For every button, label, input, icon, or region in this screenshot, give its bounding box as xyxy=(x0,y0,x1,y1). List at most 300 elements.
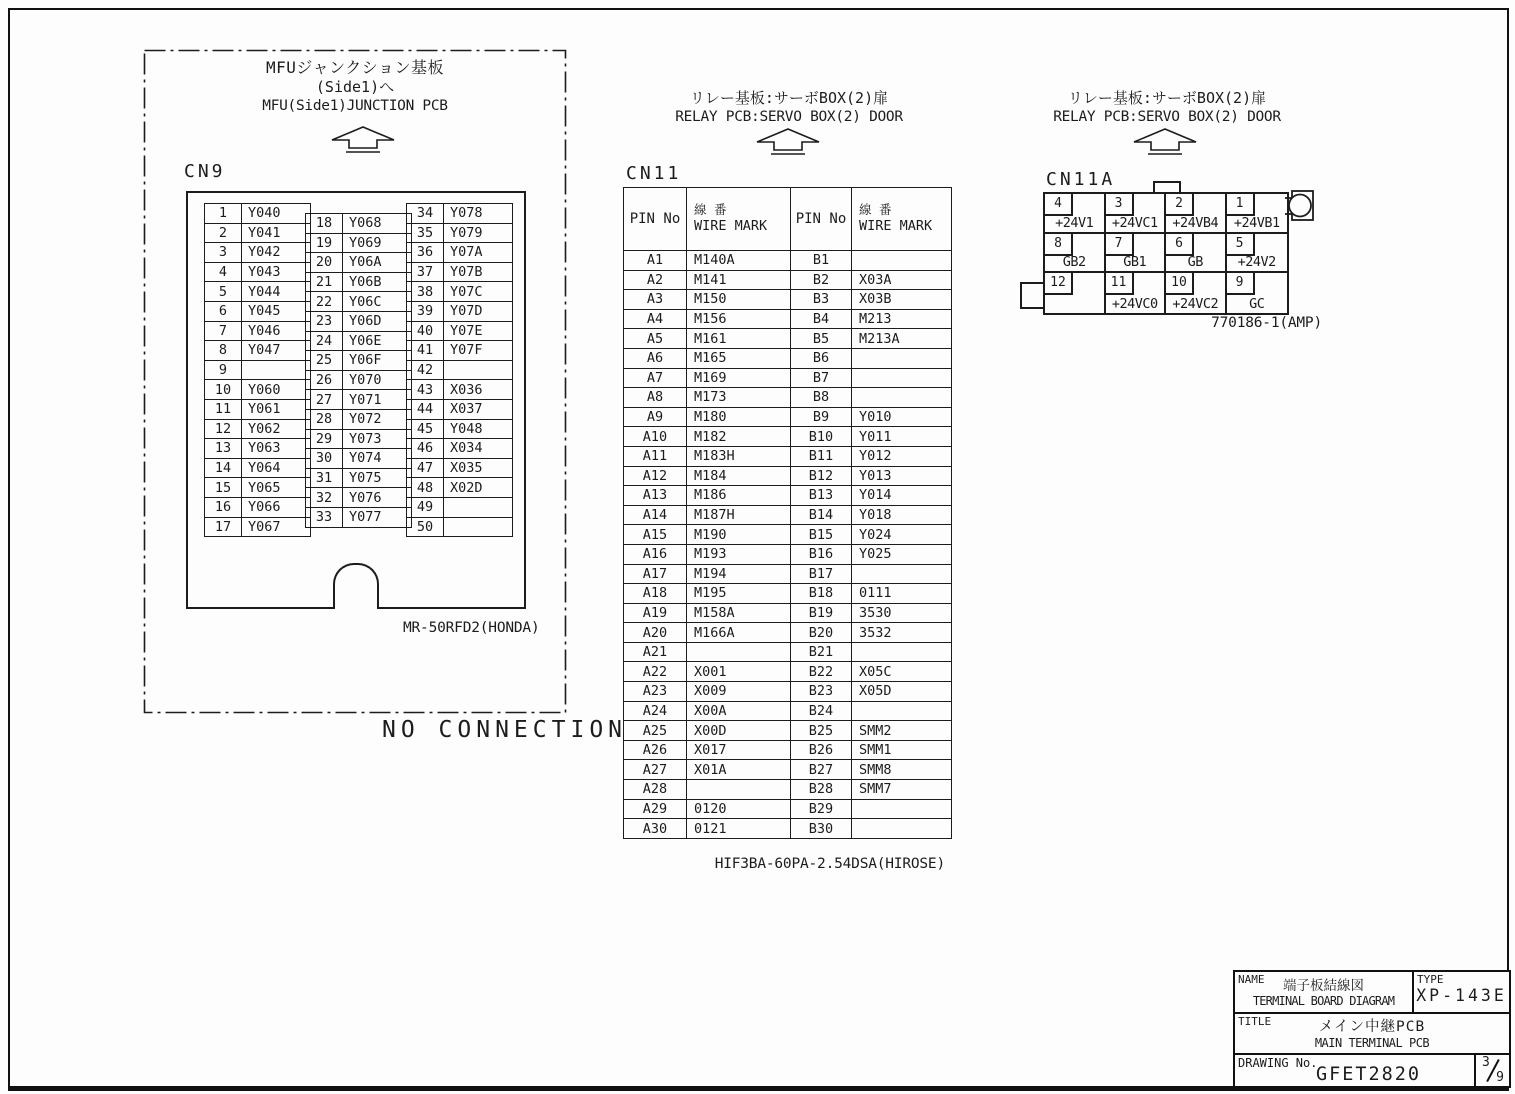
wire-mark-cell: Y040 xyxy=(242,204,311,224)
cn11a-contact-cell xyxy=(1227,194,1288,234)
mark-a-cell: M184 xyxy=(687,466,791,486)
mark-a-cell: M161 xyxy=(687,329,791,349)
wire-mark-cell: Y06F xyxy=(343,351,412,371)
mark-b-cell: 3532 xyxy=(852,623,952,643)
contact-pin-number: 12 xyxy=(1045,273,1073,295)
mark-a-cell: M180 xyxy=(687,407,791,427)
pin-row xyxy=(407,458,513,478)
pin-row xyxy=(306,292,412,312)
pin-b-cell: B25 xyxy=(791,721,852,741)
wire-mark-cell: Y076 xyxy=(343,488,412,508)
pin-b-cell: B2 xyxy=(791,270,852,290)
pin-number-cell: 38 xyxy=(407,282,444,302)
wire-mark-cell: Y070 xyxy=(343,370,412,390)
contact-pin-number: 2 xyxy=(1166,194,1194,216)
wire-mark-cell: Y061 xyxy=(242,399,311,419)
pin-b-cell: B5 xyxy=(791,329,852,349)
pin-a-cell: A4 xyxy=(624,309,687,329)
wire-table-row xyxy=(624,348,952,368)
mark-a-cell: M140A xyxy=(687,251,791,271)
pin-a-cell: A28 xyxy=(624,780,687,800)
wire-mark-cell: X037 xyxy=(444,399,513,419)
mark-a-cell: M150 xyxy=(687,290,791,310)
wire-table-row xyxy=(624,251,952,271)
pin-b-cell: B20 xyxy=(791,623,852,643)
pin-number-cell: 44 xyxy=(407,399,444,419)
wire-table-row xyxy=(624,701,952,721)
cn11a-contact-cell xyxy=(1166,234,1227,274)
pin-row xyxy=(306,449,412,469)
mark-a-cell: M166A xyxy=(687,623,791,643)
pin-number-cell: 32 xyxy=(306,488,343,508)
pin-row xyxy=(407,262,513,282)
wire-mark-cell: Y073 xyxy=(343,429,412,449)
cn9-dest-jp2: (Side1)へ xyxy=(315,78,395,96)
wire-mark-cell: Y067 xyxy=(242,517,311,537)
pin-number-cell: 29 xyxy=(306,429,343,449)
sheet-number-cell xyxy=(1476,1055,1509,1086)
wire-mark-cell: Y07C xyxy=(444,282,513,302)
pin-number-cell: 13 xyxy=(205,439,242,459)
pin-a-cell: A8 xyxy=(624,388,687,408)
pin-number-cell: 10 xyxy=(205,380,242,400)
title-cell xyxy=(1235,1014,1509,1055)
contact-pin-number: 9 xyxy=(1227,273,1255,295)
pin-number-cell: 43 xyxy=(407,380,444,400)
wire-table-row xyxy=(624,466,952,486)
mark-b-cell xyxy=(852,819,952,839)
pin-number-cell: 20 xyxy=(306,253,343,273)
wire-mark-cell: Y048 xyxy=(444,419,513,439)
pin-a-cell: A14 xyxy=(624,505,687,525)
wire-table-row xyxy=(624,270,952,290)
pin-b-cell: B11 xyxy=(791,446,852,466)
pin-number-cell: 9 xyxy=(205,360,242,380)
pin-number-cell: 23 xyxy=(306,311,343,331)
pin-number-cell: 24 xyxy=(306,331,343,351)
pin-row xyxy=(407,497,513,517)
name-cell xyxy=(1235,972,1414,1012)
sheet-current: 3 xyxy=(1482,1055,1490,1070)
wire-mark-cell: Y06D xyxy=(343,311,412,331)
mark-b-cell: X05C xyxy=(852,662,952,682)
pin-number-cell: 1 xyxy=(205,204,242,224)
pin-row xyxy=(205,262,311,282)
wire-table-row xyxy=(624,407,952,427)
pin-row xyxy=(205,517,311,537)
cn11a-label: CN11A xyxy=(1046,169,1116,190)
pin-a-cell: A13 xyxy=(624,486,687,506)
cn11a-dest-jp: リレー基板:サーボBOX(2)扉 xyxy=(1067,89,1267,107)
contact-signal-name: +24VB1 xyxy=(1233,214,1280,231)
wire-table-row xyxy=(624,623,952,643)
mark-b-cell xyxy=(852,251,952,271)
wire-mark-cell: Y068 xyxy=(343,214,412,234)
mark-a-cell: M194 xyxy=(687,564,791,584)
pin-row xyxy=(205,478,311,498)
cn9-polarizing-notch xyxy=(333,563,379,609)
wire-table-row xyxy=(624,446,952,466)
pin-b-cell: B12 xyxy=(791,466,852,486)
pin-row xyxy=(205,419,311,439)
wire-mark-cell: Y063 xyxy=(242,439,311,459)
wire-mark-cell: Y046 xyxy=(242,321,311,341)
pin-a-cell: A21 xyxy=(624,642,687,662)
contact-pin-number: 11 xyxy=(1106,273,1134,295)
mark-b-cell xyxy=(852,799,952,819)
pin-row xyxy=(205,282,311,302)
pin-b-cell: B8 xyxy=(791,388,852,408)
pin-row xyxy=(205,360,311,380)
cn11a-contact-cell xyxy=(1045,194,1106,234)
wire-table-row xyxy=(624,290,952,310)
wire-mark-cell: Y066 xyxy=(242,497,311,517)
mark-a-cell: M190 xyxy=(687,525,791,545)
wire-mark-cell: Y042 xyxy=(242,243,311,263)
mark-a-cell: M156 xyxy=(687,309,791,329)
wire-table-row xyxy=(624,642,952,662)
pin-number-cell: 25 xyxy=(306,351,343,371)
pin-a-cell: A18 xyxy=(624,584,687,604)
wire-mark-cell: Y07A xyxy=(444,243,513,263)
mark-b-cell: X03B xyxy=(852,290,952,310)
pin-row xyxy=(306,370,412,390)
pin-b-cell: B18 xyxy=(791,584,852,604)
cn11a-contact-cell xyxy=(1227,273,1288,313)
wire-table-row xyxy=(624,740,952,760)
wire-table-row xyxy=(624,329,952,349)
pin-number-cell: 39 xyxy=(407,301,444,321)
mark-a-cell: X00A xyxy=(687,701,791,721)
drawing-number-cell xyxy=(1235,1055,1476,1086)
mark-b-cell: 3530 xyxy=(852,603,952,623)
title-block-drawing-row xyxy=(1235,1055,1509,1086)
pin-number-cell: 35 xyxy=(407,223,444,243)
pin-number-cell: 21 xyxy=(306,272,343,292)
pin-number-cell: 22 xyxy=(306,292,343,312)
pin-row xyxy=(205,380,311,400)
pin-a-cell: A3 xyxy=(624,290,687,310)
wire-mark-cell: Y074 xyxy=(343,449,412,469)
pin-row xyxy=(306,390,412,410)
pin-number-cell: 33 xyxy=(306,507,343,527)
pin-number-cell: 4 xyxy=(205,262,242,282)
pin-a-cell: A17 xyxy=(624,564,687,584)
pin-row xyxy=(407,204,513,224)
mark-b-cell: SMM8 xyxy=(852,760,952,780)
pin-a-cell: A9 xyxy=(624,407,687,427)
pin-a-cell: A15 xyxy=(624,525,687,545)
mark-a-cell: X009 xyxy=(687,682,791,702)
pin-b-cell: B14 xyxy=(791,505,852,525)
mark-b-cell: M213A xyxy=(852,329,952,349)
pin-b-cell: B16 xyxy=(791,544,852,564)
contact-signal-name: +24V2 xyxy=(1237,254,1276,271)
title-en: MAIN TERMINAL PCB xyxy=(1314,1036,1430,1050)
pin-number-cell: 34 xyxy=(407,204,444,224)
pin-number-cell: 17 xyxy=(205,517,242,537)
pin-number-cell: 37 xyxy=(407,262,444,282)
pin-b-cell: B13 xyxy=(791,486,852,506)
pin-number-cell: 2 xyxy=(205,223,242,243)
pin-row xyxy=(407,243,513,263)
pin-a-cell: A30 xyxy=(624,819,687,839)
pin-number-cell: 41 xyxy=(407,341,444,361)
pin-row xyxy=(306,331,412,351)
cn9-pin-table-2 xyxy=(305,213,412,528)
contact-pin-number: 6 xyxy=(1166,234,1194,256)
pin-row xyxy=(306,233,412,253)
cn11a-part-number: 770186-1(AMP) xyxy=(1211,315,1322,331)
pin-row xyxy=(306,429,412,449)
pin-number-cell: 7 xyxy=(205,321,242,341)
pin-a-cell: A1 xyxy=(624,251,687,271)
mark-a-cell: M187H xyxy=(687,505,791,525)
pin-b-cell: B29 xyxy=(791,799,852,819)
mark-b-cell: 0111 xyxy=(852,584,952,604)
title-jp: メイン中継PCB xyxy=(1318,1019,1426,1035)
pin-number-cell: 47 xyxy=(407,458,444,478)
wire-mark-cell: Y064 xyxy=(242,458,311,478)
pin-row xyxy=(306,214,412,234)
pin-row xyxy=(306,507,412,527)
pin-row xyxy=(407,321,513,341)
cn11a-contact-cell xyxy=(1045,273,1106,313)
pin-row xyxy=(205,321,311,341)
wire-mark-cell: Y069 xyxy=(343,233,412,253)
pin-b-cell: B3 xyxy=(791,290,852,310)
cn11a-destination-header xyxy=(1006,89,1328,126)
pin-b-cell: B22 xyxy=(791,662,852,682)
wire-table-row xyxy=(624,388,952,408)
wire-mark-cell: Y06A xyxy=(343,253,412,273)
pin-number-cell: 49 xyxy=(407,497,444,517)
pin-number-cell: 12 xyxy=(205,419,242,439)
pin-b-cell: B27 xyxy=(791,760,852,780)
mark-a-cell: M183H xyxy=(687,446,791,466)
cn11-header-mark-b: 線 番 WIRE MARK xyxy=(852,188,952,251)
pin-a-cell: A29 xyxy=(624,799,687,819)
pin-number-cell: 11 xyxy=(205,399,242,419)
cn11a-contact-cell xyxy=(1106,194,1167,234)
name-jp: 端子板結線図 xyxy=(1283,978,1364,994)
mark-b-cell: Y024 xyxy=(852,525,952,545)
type-cell xyxy=(1414,972,1509,1012)
pin-a-cell: A20 xyxy=(624,623,687,643)
mark-b-cell: X05D xyxy=(852,682,952,702)
wire-table-row xyxy=(624,564,952,584)
cn11-header-pin-b: PIN No xyxy=(791,188,852,251)
wire-mark-cell: Y045 xyxy=(242,301,311,321)
contact-signal-name: +24VB4 xyxy=(1172,214,1219,231)
pin-b-cell: B24 xyxy=(791,701,852,721)
wire-mark-cell: Y06E xyxy=(343,331,412,351)
pin-a-cell: A22 xyxy=(624,662,687,682)
pin-row xyxy=(407,399,513,419)
pin-row xyxy=(205,399,311,419)
contact-signal-name: +24VC0 xyxy=(1111,296,1158,312)
wire-mark-cell: Y06B xyxy=(343,272,412,292)
pin-a-cell: A27 xyxy=(624,760,687,780)
contact-pin-number: 1 xyxy=(1227,194,1255,216)
contact-pin-number: 5 xyxy=(1227,234,1255,256)
pin-row xyxy=(407,478,513,498)
pin-number-cell: 26 xyxy=(306,370,343,390)
pin-number-cell: 40 xyxy=(407,321,444,341)
pin-row xyxy=(306,488,412,508)
pin-number-cell: 19 xyxy=(306,233,343,253)
pin-a-cell: A7 xyxy=(624,368,687,388)
wire-mark-cell: Y062 xyxy=(242,419,311,439)
wire-mark-cell: Y044 xyxy=(242,282,311,302)
mark-a-cell: 0121 xyxy=(687,819,791,839)
contact-signal-name: GB1 xyxy=(1123,254,1147,271)
cn11a-contact-cell xyxy=(1045,234,1106,274)
wire-mark-cell: Y043 xyxy=(242,262,311,282)
pin-row xyxy=(205,301,311,321)
pin-row xyxy=(306,253,412,273)
mark-a-cell: M193 xyxy=(687,544,791,564)
cn9-destination-header xyxy=(150,58,560,115)
wire-table-row xyxy=(624,799,952,819)
mark-a-cell: M195 xyxy=(687,584,791,604)
pin-row xyxy=(205,243,311,263)
pin-a-cell: A26 xyxy=(624,740,687,760)
contact-signal-name: GC xyxy=(1249,296,1265,312)
cn11a-connector-outline xyxy=(1043,192,1289,315)
cn11a-latch xyxy=(1285,189,1317,223)
no-connection-note: NO CONNECTION xyxy=(382,717,628,743)
pin-b-cell: B21 xyxy=(791,642,852,662)
cn11-header-pin-a: PIN No xyxy=(624,188,687,251)
wire-mark-cell: Y072 xyxy=(343,409,412,429)
pin-row xyxy=(205,497,311,517)
mark-a-cell xyxy=(687,642,791,662)
wire-mark-cell: Y07B xyxy=(444,262,513,282)
contact-pin-number: 4 xyxy=(1045,194,1073,216)
pin-b-cell: B26 xyxy=(791,740,852,760)
contact-pin-number: 10 xyxy=(1166,273,1194,295)
title-block xyxy=(1233,970,1511,1088)
pin-row xyxy=(407,282,513,302)
wire-mark-cell: Y077 xyxy=(343,507,412,527)
cn9-connector-outline xyxy=(186,191,526,609)
pin-number-cell: 8 xyxy=(205,341,242,361)
drawing-number-label: DRAWING No. xyxy=(1238,1056,1318,1070)
pin-row xyxy=(205,439,311,459)
wire-mark-cell: X036 xyxy=(444,380,513,400)
wire-table-row xyxy=(624,584,952,604)
wire-table-row xyxy=(624,662,952,682)
mark-a-cell: X017 xyxy=(687,740,791,760)
cn11-dest-jp: リレー基板:サーボBOX(2)扉 xyxy=(689,89,889,107)
mark-b-cell xyxy=(852,388,952,408)
cn11a-contact-cell xyxy=(1106,234,1167,274)
pin-row xyxy=(306,351,412,371)
pin-row xyxy=(306,272,412,292)
pin-number-cell: 15 xyxy=(205,478,242,498)
pin-row xyxy=(205,341,311,361)
wire-mark-cell: Y07D xyxy=(444,301,513,321)
sheet-total: 9 xyxy=(1496,1070,1504,1085)
mark-b-cell xyxy=(852,564,952,584)
pin-a-cell: A5 xyxy=(624,329,687,349)
mark-b-cell: X03A xyxy=(852,270,952,290)
pin-number-cell: 31 xyxy=(306,468,343,488)
wire-table-row xyxy=(624,427,952,447)
title-label: TITLE xyxy=(1238,1015,1272,1028)
cn11a-contact-cell xyxy=(1106,273,1167,313)
wire-mark-cell: Y078 xyxy=(444,204,513,224)
pin-number-cell: 28 xyxy=(306,409,343,429)
name-en: TERMINAL BOARD DIAGRAM xyxy=(1252,994,1395,1008)
cn9-pin-table-1 xyxy=(204,203,311,537)
pin-row xyxy=(306,311,412,331)
pin-a-cell: A25 xyxy=(624,721,687,741)
pin-b-cell: B23 xyxy=(791,682,852,702)
pin-row xyxy=(407,223,513,243)
wire-mark-cell: Y071 xyxy=(343,390,412,410)
mark-a-cell: X001 xyxy=(687,662,791,682)
pin-b-cell: B28 xyxy=(791,780,852,800)
pin-number-cell: 18 xyxy=(306,214,343,234)
cn9-part-number: MR-50RFD2(HONDA) xyxy=(403,620,540,636)
cn11-header-mark-a: 線 番 WIRE MARK xyxy=(687,188,791,251)
pin-row xyxy=(205,204,311,224)
pin-number-cell: 14 xyxy=(205,458,242,478)
pin-a-cell: A16 xyxy=(624,544,687,564)
pin-number-cell: 5 xyxy=(205,282,242,302)
up-arrow-icon xyxy=(331,126,395,156)
pin-row xyxy=(407,419,513,439)
pin-row xyxy=(407,360,513,380)
cn11a-left-tab xyxy=(1020,282,1045,309)
cn9-pin-table-3 xyxy=(406,203,513,537)
wire-table-row xyxy=(624,368,952,388)
mark-b-cell: Y010 xyxy=(852,407,952,427)
contact-signal-name: +24VC2 xyxy=(1172,296,1219,312)
pin-b-cell: B9 xyxy=(791,407,852,427)
pin-b-cell: B7 xyxy=(791,368,852,388)
wire-mark-cell: Y065 xyxy=(242,478,311,498)
mark-b-cell xyxy=(852,642,952,662)
contact-signal-name: +24VC1 xyxy=(1111,214,1158,231)
up-arrow-icon xyxy=(756,128,820,158)
wire-mark-cell: Y047 xyxy=(242,341,311,361)
mark-a-cell: M173 xyxy=(687,388,791,408)
cn11-wire-table xyxy=(623,187,952,839)
pin-a-cell: A11 xyxy=(624,446,687,466)
wire-table-row xyxy=(624,525,952,545)
wire-mark-cell: Y079 xyxy=(444,223,513,243)
wire-table-row xyxy=(624,309,952,329)
pin-b-cell: B19 xyxy=(791,603,852,623)
contact-signal-name: +24V1 xyxy=(1055,214,1094,231)
pin-number-cell: 3 xyxy=(205,243,242,263)
contact-pin-number: 3 xyxy=(1106,194,1134,216)
cn11-label: CN11 xyxy=(626,163,682,184)
pin-a-cell: A19 xyxy=(624,603,687,623)
mark-b-cell: Y012 xyxy=(852,446,952,466)
wire-table-row xyxy=(624,682,952,702)
wire-mark-cell: Y075 xyxy=(343,468,412,488)
mark-a-cell xyxy=(687,780,791,800)
pin-a-cell: A2 xyxy=(624,270,687,290)
mark-b-cell xyxy=(852,348,952,368)
pin-number-cell: 27 xyxy=(306,390,343,410)
mark-b-cell: SMM2 xyxy=(852,721,952,741)
pin-number-cell: 48 xyxy=(407,478,444,498)
